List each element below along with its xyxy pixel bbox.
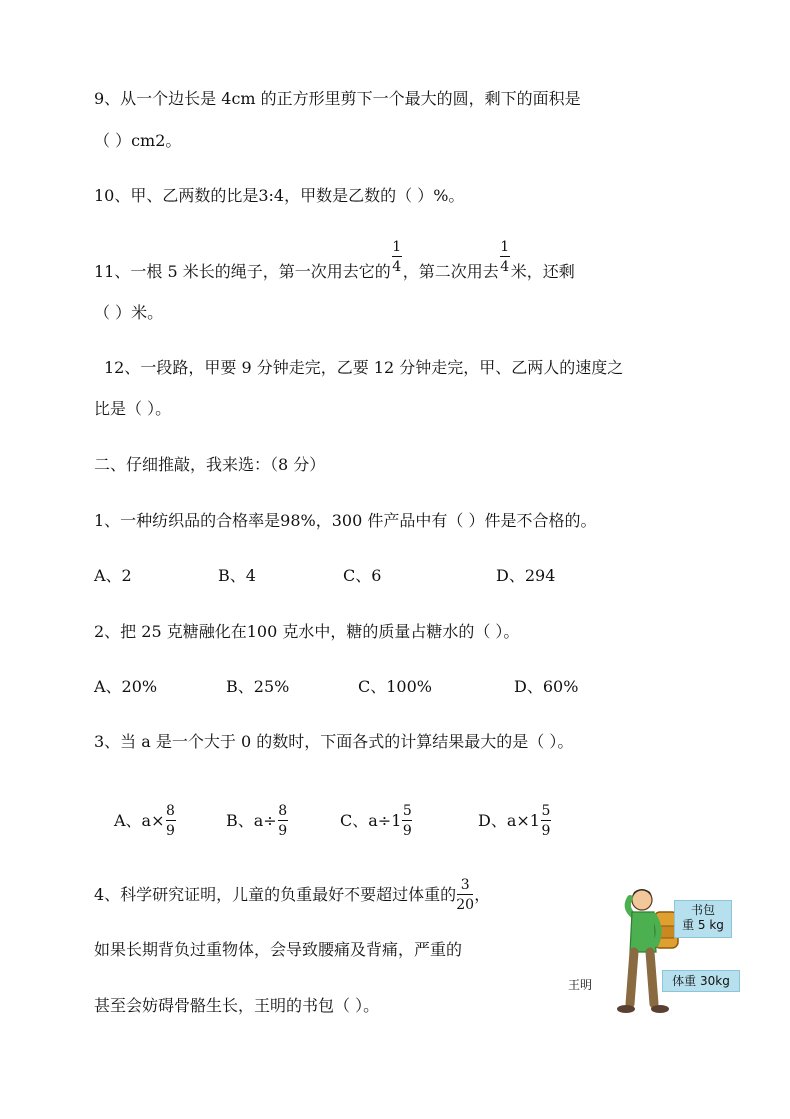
fraction-denominator: 9 [541, 823, 551, 839]
c1-question: 1、一种纺织品的合格率是98%，300 件产品中有（ ）件是不合格的。 [94, 511, 597, 530]
fraction-numerator: 3 [460, 877, 470, 893]
c1-option-c: C、6 [343, 566, 382, 585]
wang-ming-illustration [560, 882, 750, 1022]
c3-option-d [478, 803, 552, 839]
q11-fraction-2 [499, 239, 511, 282]
fraction-bar [457, 894, 473, 895]
q11-line1 [94, 239, 575, 282]
c4-line1 [94, 877, 491, 913]
q11-part1: 11、一根 5 米长的绳子，第一次用去它的 [94, 262, 391, 281]
c3-option-a [114, 803, 177, 839]
c3-option-b [226, 803, 289, 839]
student-name-label: 王明 [568, 978, 593, 992]
q11-part2: ，第二次用去 [402, 262, 499, 281]
fraction-numerator: 1 [500, 239, 510, 255]
q9-line2: （ ）cm2。 [94, 131, 182, 150]
fraction-denominator: 9 [166, 823, 175, 839]
c3-question: 3、当 a 是一个大于 0 的数时，下面各式的计算结果最大的是（ ）。 [94, 732, 574, 751]
c4-line2: 如果长期背负过重物体，会导致腰痛及背痛，严重的 [94, 940, 463, 959]
fraction-bar [402, 820, 412, 821]
fraction-bar [392, 256, 402, 257]
body-weight-label: 体重 30kg [662, 970, 740, 992]
c4-part2: ， [474, 885, 491, 904]
fraction-denominator: 20 [456, 897, 475, 913]
option-prefix: B、a÷ [226, 811, 277, 830]
bag-label-line1: 书包 [690, 903, 715, 917]
c2-option-d: D、60% [514, 677, 579, 696]
c2-option-c: C、100% [358, 677, 432, 696]
option-prefix: A、a× [114, 811, 165, 830]
fraction-denominator: 4 [500, 259, 510, 275]
c1-option-b: B、4 [218, 566, 256, 585]
option-prefix: C、a÷1 [340, 811, 402, 830]
fraction-numerator: 8 [278, 803, 288, 819]
fraction-numerator: 1 [392, 239, 402, 255]
fraction-bar [541, 820, 551, 821]
q12-line1: 12、一段路，甲要 9 分钟走完，乙要 12 分钟走完，甲、乙两人的速度之 [104, 358, 624, 377]
fraction-bar [278, 820, 288, 821]
c1-option-a: A、2 [94, 566, 132, 585]
bag-weight-label [674, 900, 732, 938]
q10-text: 10、甲、乙两数的比是3:4，甲数是乙数的（ ）%。 [94, 186, 465, 205]
q11-part3: 米，还剩 [510, 262, 575, 281]
c2-option-b: B、25% [226, 677, 290, 696]
q9-line1: 9、从一个边长是 4cm 的正方形里剪下一个最大的圆，剩下的面积是 [94, 89, 581, 108]
fraction-numerator: 8 [166, 803, 175, 819]
fraction-bar [166, 820, 176, 821]
fraction-numerator: 5 [402, 803, 412, 819]
fraction-denominator: 9 [402, 823, 412, 839]
c4-line3: 甚至会妨碍骨骼生长，王明的书包（ ）。 [94, 996, 380, 1015]
c4-part1: 4、科学研究证明，儿童的负重最好不要超过体重的 [94, 885, 457, 904]
section2-title: 二、仔细推敲，我来选：（8 分） [94, 455, 326, 474]
q11-line2: （ ）米。 [94, 303, 164, 322]
c3-option-c [340, 803, 413, 839]
q12-line2: 比是（ ）。 [94, 399, 172, 418]
c1-option-d: D、294 [496, 566, 556, 585]
c2-option-a: A、20% [94, 677, 158, 696]
fraction-bar [500, 256, 510, 257]
fraction-numerator: 5 [541, 803, 551, 819]
fraction-denominator: 9 [278, 823, 288, 839]
q11-fraction-1 [391, 239, 403, 282]
c2-question: 2、把 25 克糖融化在100 克水中，糖的质量占糖水的（ ）。 [94, 622, 520, 641]
option-prefix: D、a×1 [478, 811, 540, 830]
bag-label-line2: 重 5 kg [682, 918, 724, 932]
fraction-denominator: 4 [392, 259, 402, 275]
